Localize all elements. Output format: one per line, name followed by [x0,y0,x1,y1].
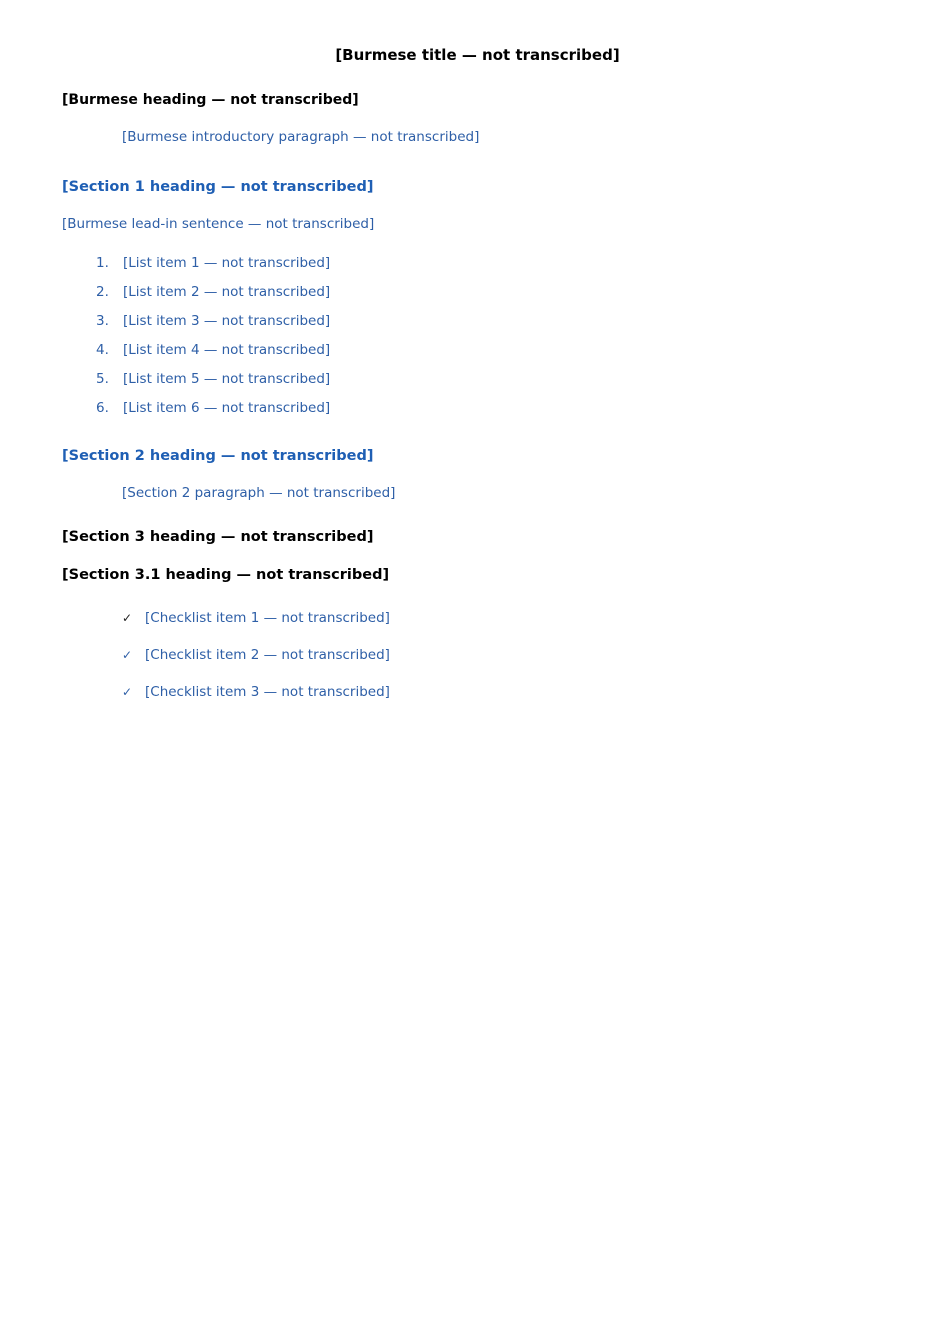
checklist-item-text: [Checklist item 2 — not transcribed] [145,647,390,663]
list-item-text: [List item 1 — not transcribed] [123,255,331,271]
checklist-item [122,679,893,706]
list-item-text: [List item 5 — not transcribed] [123,371,331,387]
checklist-item [122,605,893,632]
list-item-number: 1. [96,255,109,271]
list-item-number: 2. [96,284,109,300]
checklist-item-text: [Checklist item 3 — not transcribed] [145,684,390,700]
section-2-paragraph: [Section 2 paragraph — not transcribed] [122,485,396,501]
list-item [96,366,893,393]
list-item [96,395,893,422]
checkmark-icon: ✓ [122,648,133,662]
list-item [96,250,893,277]
list-item-text: [List item 3 — not transcribed] [123,313,331,329]
intro-paragraph: [Burmese introductory paragraph — not transcribed] [122,129,480,145]
list-item [96,279,893,306]
section-3-heading: [Section 3 heading — not transcribed] [62,529,374,545]
checklist-item-text: [Checklist item 1 — not transcribed] [145,610,390,626]
section-1-heading: [Section 1 heading — not transcribed] [62,179,374,195]
list-item-number: 3. [96,313,109,329]
section-2-heading: [Section 2 heading — not transcribed] [62,448,374,464]
list-item-text: [List item 4 — not transcribed] [123,342,331,358]
list-item [96,308,893,335]
checkmark-icon: ✓ [122,685,133,699]
checkmark-icon: ✓ [122,611,133,625]
section-1-lead: [Burmese lead-in sentence — not transcribed] [62,216,375,232]
list-item-number: 5. [96,371,109,387]
objectives-list [62,250,893,422]
section-3-1-heading: [Section 3.1 heading — not transcribed] [62,567,390,583]
list-item-text: [List item 6 — not transcribed] [123,400,331,416]
list-item-text: [List item 2 — not transcribed] [123,284,331,300]
list-item [96,337,893,364]
checklist [62,605,893,706]
intro-heading: [Burmese heading — not transcribed] [62,92,359,108]
document-page [0,46,951,1326]
document-title: [Burmese title — not transcribed] [335,46,620,64]
checklist-item [122,642,893,669]
list-item-number: 4. [96,342,109,358]
list-item-number: 6. [96,400,109,416]
